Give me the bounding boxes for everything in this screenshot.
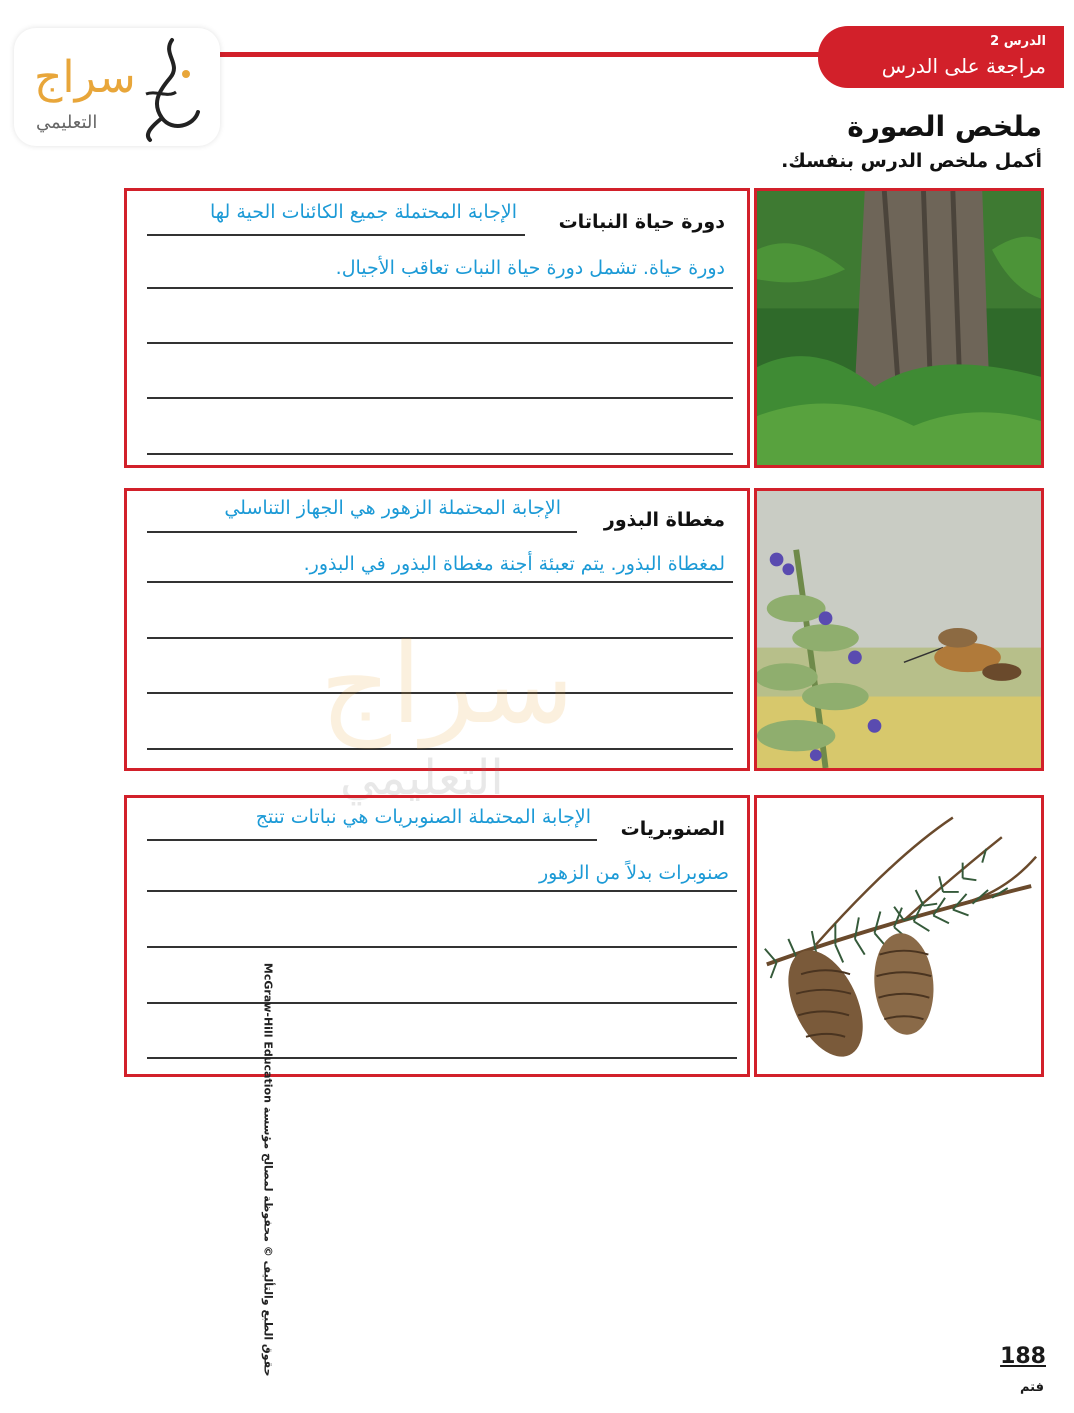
watermark-sub: التعليمي (340, 750, 504, 806)
section-heading: مغطاة البذور (603, 509, 725, 531)
review-label: مراجعة على الدرس (881, 54, 1046, 78)
page-title: ملخص الصورة (847, 110, 1042, 143)
write-line (147, 342, 733, 344)
answer-line-2: دورة حياة. تشمل دورة حياة النبات تعاقب الأجيال. (335, 257, 725, 279)
logo-word: سراج (34, 52, 136, 103)
answer-line-1: الإجابة المحتملة الزهور هي الجهاز التناسلي (224, 497, 561, 519)
logo-sub: التعليمي (36, 112, 98, 133)
write-line (147, 1057, 737, 1059)
tree-fern-image (754, 188, 1044, 468)
watermark-logo (300, 580, 820, 820)
section-heading: الصنوبريات (620, 818, 725, 840)
text-box (124, 795, 750, 1077)
answer-line-2: لمغطاة البذور. يتم تعبئة أجنة مغطاة البذور في البذور. (303, 553, 725, 575)
write-line (147, 839, 597, 841)
write-line (147, 397, 733, 399)
write-line (147, 234, 525, 236)
write-line (147, 890, 737, 892)
calligraphy-icon (132, 34, 212, 144)
write-line (147, 946, 737, 948)
lesson-label: الدرس 2 (990, 34, 1046, 49)
write-line (147, 287, 733, 289)
write-line (147, 531, 577, 533)
text-box (124, 188, 750, 468)
pine-cone-image (754, 795, 1044, 1077)
page-number: 188 (1000, 1344, 1046, 1369)
write-line (147, 453, 733, 455)
answer-line-1: الإجابة المحتملة جميع الكائنات الحية لها (209, 201, 517, 223)
answer-line-1: الإجابة المحتملة الصنوبريات هي نباتات تنتج (255, 806, 591, 828)
answer-line-2: صنوبرات بدلاً من الزهور (538, 862, 729, 884)
lesson-badge (818, 26, 1064, 88)
siraj-logo (14, 28, 220, 146)
page-code: فتم (1019, 1380, 1044, 1395)
section-plant-life-cycle (124, 188, 1044, 468)
write-line (147, 1002, 737, 1004)
watermark-word: سراج (320, 620, 575, 748)
instruction: أكمل ملخص الدرس بنفسك. (781, 150, 1042, 172)
copyright-side-text: حقوق الطبع والتأليف © محفوظة لمصالح مؤسسة McGraw-Hill Education (261, 962, 275, 1377)
section-heading: دورة حياة النباتات (558, 211, 725, 233)
